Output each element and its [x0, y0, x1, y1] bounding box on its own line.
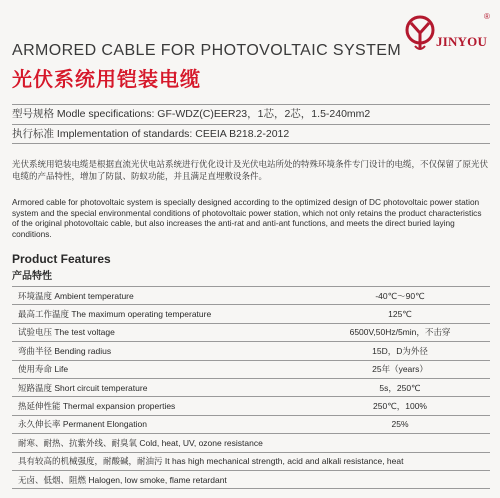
- features-heading-en: Product Features: [12, 252, 111, 266]
- feature-label: 永久伸长率 Permanent Elongation: [12, 415, 310, 433]
- table-row: [12, 305, 490, 323]
- page-title-en: ARMORED CABLE FOR PHOTOVOLTAIC SYSTEM: [12, 42, 402, 59]
- table-row: [12, 342, 490, 360]
- page-title-cn: 光伏系统用铠装电缆: [12, 69, 201, 91]
- feature-label: 使用寿命 Life: [12, 360, 310, 378]
- feature-label: 弯曲半径 Bending radius: [12, 342, 310, 360]
- feature-value: 6500V,50Hz/5min，不击穿: [310, 323, 490, 341]
- table-row: [12, 434, 490, 452]
- description-en: Armored cable for photovoltaic system is specially designed according to the optimized design of DC photovoltaic power station system and the special environmental conditions of photovoltaic power station, which not only retains the product characteristics of the original photovoltaic cable, but also increases the anti-rat and anti-ant functions, and meets the direct buried laying conditions.: [12, 197, 482, 239]
- feature-label: 热延伸性能 Thermal expansion properties: [12, 397, 310, 415]
- features-heading-cn: 产品特性: [12, 271, 52, 282]
- description-cn: 光伏系统用铠装电缆是根据直流光伏电站系统进行优化设计及光伏电站所处的特殊环境条件专门设计的电缆，不仅保留了原光伏电缆的产品特性，增加了防鼠、防蚁功能，并且满足直埋敷设条件。: [12, 159, 489, 181]
- table-row: [12, 470, 490, 488]
- feature-value: 25年（years）: [310, 360, 490, 378]
- table-row: [12, 378, 490, 396]
- table-row: [12, 287, 490, 305]
- model-specifications: 型号规格 Modle specifications: GF-WDZ(C)EER23，1芯，2芯，1.5-240mm2: [12, 104, 490, 123]
- feature-value: -40℃～90℃: [310, 287, 490, 305]
- feature-value: 5s，250℃: [310, 378, 490, 396]
- table-row: [12, 323, 490, 341]
- feature-value: 25%: [310, 415, 490, 433]
- table-row: [12, 415, 490, 433]
- feature-label: 短路温度 Short circuit temperature: [12, 378, 310, 396]
- brand-logo: [404, 12, 494, 52]
- feature-value: 15D，D为外径: [310, 342, 490, 360]
- table-row: [12, 360, 490, 378]
- brand-name: JINYOU: [436, 34, 488, 49]
- feature-label: 环境温度 Ambient temperature: [12, 287, 310, 305]
- feature-value: 125℃: [310, 305, 490, 323]
- feature-note: 无卤、低烟、阻燃 Halogen, low smoke, flame retardant: [12, 470, 490, 488]
- table-row: [12, 452, 490, 470]
- implementation-standards: 执行标准 Implementation of standards: CEEIA B218.2-2012: [12, 124, 490, 144]
- feature-note: 耐寒、耐热、抗紫外线、耐臭氧 Cold, heat, UV, ozone resistance: [12, 434, 490, 452]
- brand-logo-icon: [404, 12, 438, 52]
- feature-label: 最高工作温度 The maximum operating temperature: [12, 305, 310, 323]
- feature-value: 250℃，100%: [310, 397, 490, 415]
- feature-label: 试验电压 The test voltage: [12, 323, 310, 341]
- table-row: [12, 397, 490, 415]
- registered-mark: ®: [484, 12, 490, 21]
- product-features-table: [12, 286, 490, 489]
- feature-note: 具有较高的机械强度，耐酸碱，耐油污 It has high mechanical strength, acid and alkali resistance, heat: [12, 452, 490, 470]
